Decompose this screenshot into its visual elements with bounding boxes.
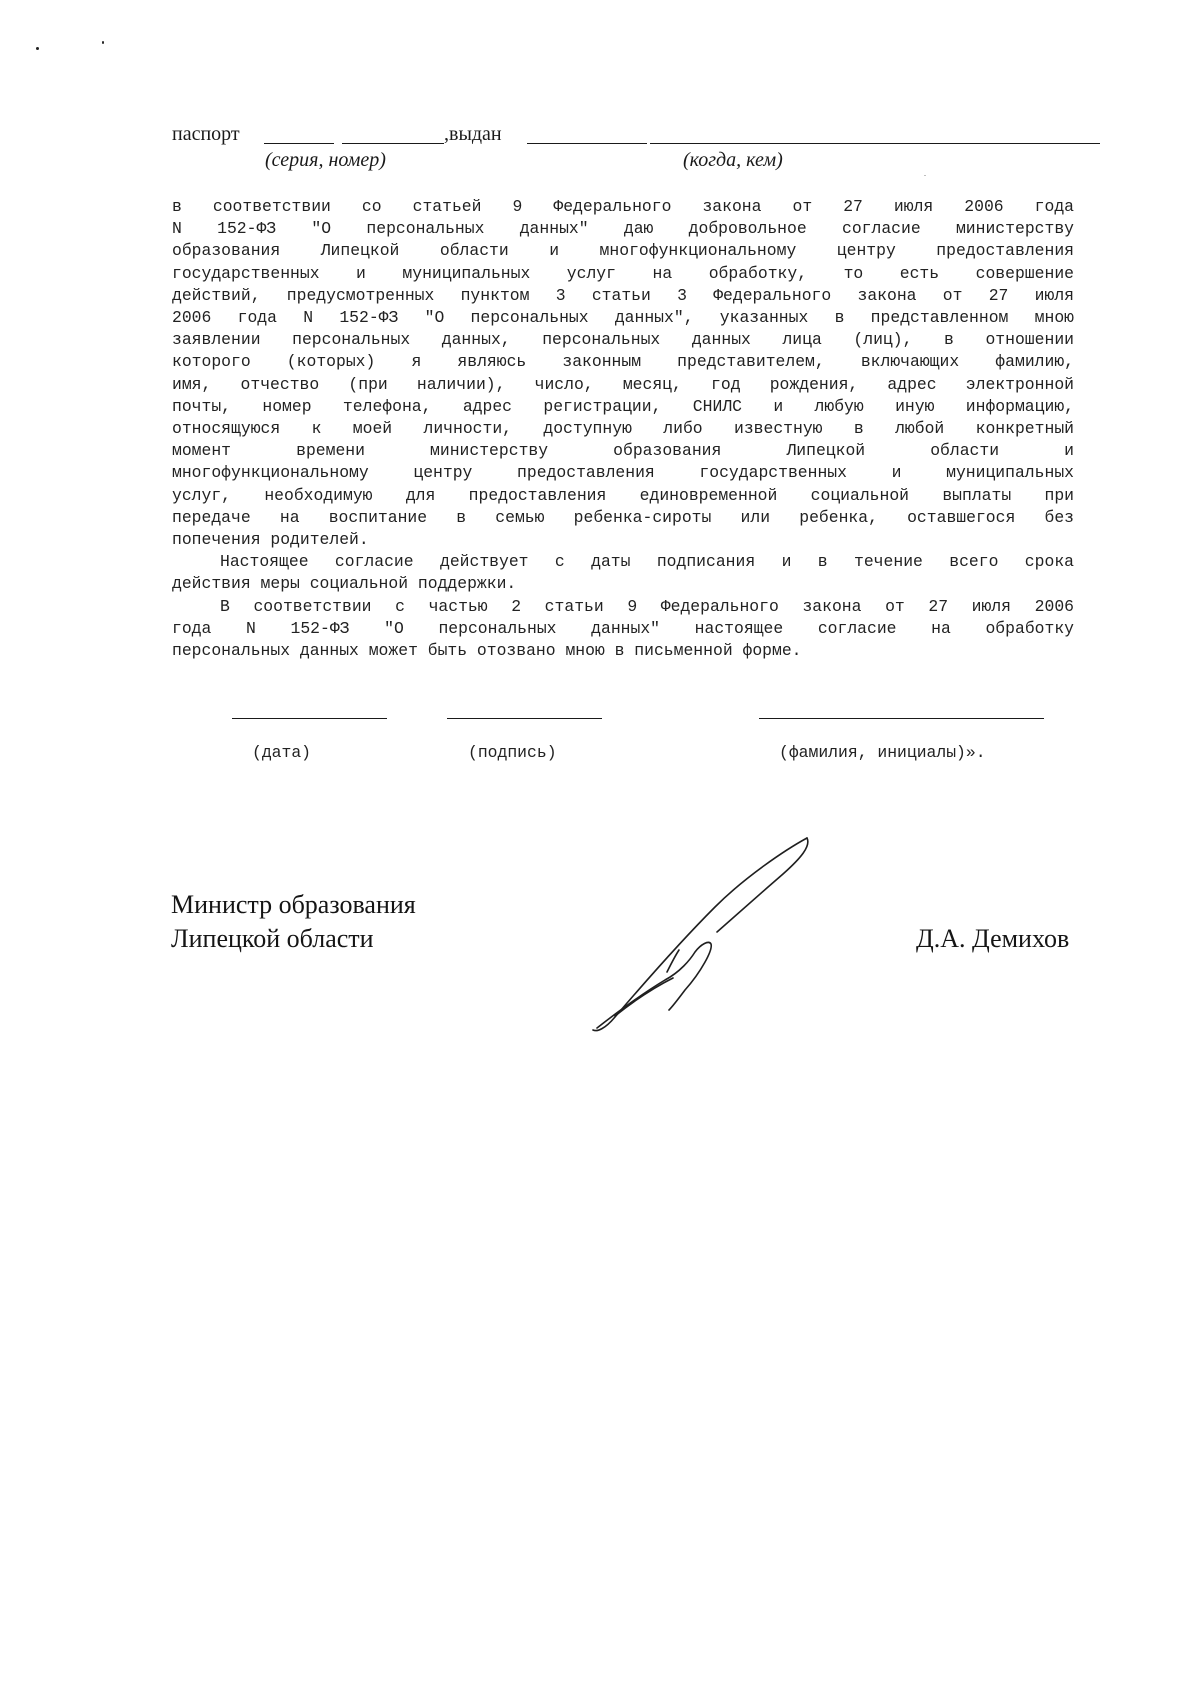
validity-line: действия меры социальной поддержки. <box>172 574 517 594</box>
signature-line <box>447 718 602 719</box>
name-line <box>759 718 1044 719</box>
minister-title-line: Липецкой области <box>171 924 374 953</box>
name-caption: (фамилия, инициалы)». <box>779 743 986 762</box>
signature-caption: (подпись) <box>468 743 557 762</box>
minister-title-line: Министр образования <box>171 890 416 919</box>
issued-label: ,выдан <box>444 123 502 145</box>
date-line <box>232 718 387 719</box>
consent-line: образования Липецкой области и многофункциональному центру предоставления <box>172 241 1074 261</box>
consent-line: действий, предусмотренных пунктом 3 статьи 3 Федерального закона от 27 июля <box>172 285 1074 305</box>
issued-blank-1 <box>527 143 647 144</box>
revocation-line: В соответствии с частью 2 статьи 9 Федерального закона от 27 июля 2006 <box>220 596 1074 616</box>
consent-line: государственных и муниципальных услуг на обработку, то есть совершение <box>172 263 1074 283</box>
revocation-line: года N 152-ФЗ "О персональных данных" настоящее согласие на обработку <box>172 618 1074 638</box>
consent-line: почты, номер телефона, адрес регистрации, СНИЛС и любую иную информацию, <box>172 396 1074 416</box>
scan-speck <box>36 47 39 50</box>
passport-number-blank <box>342 143 444 144</box>
passport-series-blank <box>264 143 334 144</box>
consent-text <box>172 196 1074 662</box>
consent-line: 2006 года N 152-ФЗ "О персональных данных", указанных в представленном мною <box>172 308 1074 328</box>
consent-line: имя, отчество (при наличии), число, месяц, год рождения, адрес электронной <box>172 374 1074 394</box>
hint-when-by-whom: (когда, кем) <box>683 149 783 171</box>
consent-line: попечения родителей. <box>172 530 369 550</box>
consent-line: относящуюся к моей личности, доступную либо известную в любой конкретный <box>172 419 1074 439</box>
consent-line: передаче на воспитание в семью ребенка-сироты или ребенка, оставшегося без <box>172 507 1074 527</box>
consent-line: в соответствии со статьей 9 Федерального закона от 27 июля 2006 года <box>172 197 1074 216</box>
issued-blank-2 <box>650 143 1100 144</box>
passport-row <box>172 122 1100 146</box>
hint-series-number: (серия, номер) <box>265 149 386 171</box>
consent-line: N 152-ФЗ "О персональных данных" даю добровольное согласие министерству <box>172 219 1074 239</box>
minister-title <box>171 888 416 956</box>
passport-label: паспорт <box>172 123 240 145</box>
scan-speck <box>924 175 926 176</box>
scan-speck <box>102 41 104 44</box>
consent-line: которого (которых) я являюсь законным представителем, включающих фамилию, <box>172 352 1074 372</box>
date-caption: (дата) <box>252 743 312 762</box>
consent-line: услуг, необходимую для предоставления единовременной социальной выплаты при <box>172 485 1074 505</box>
consent-line: заявлении персональных данных, персональных данных лица (лиц), в отношении <box>172 330 1074 350</box>
consent-line: многофункциональному центру предоставления государственных и муниципальных <box>172 463 1074 483</box>
revocation-line: персональных данных может быть отозвано мною в письменной форме. <box>172 641 802 661</box>
handwritten-signature <box>575 832 815 1032</box>
validity-line: Настоящее согласие действует с даты подписания и в течение всего срока <box>220 552 1074 572</box>
consent-line: момент времени министерству образования Липецкой области и <box>172 441 1074 461</box>
minister-name: Д.А. Демихов <box>916 924 1070 953</box>
